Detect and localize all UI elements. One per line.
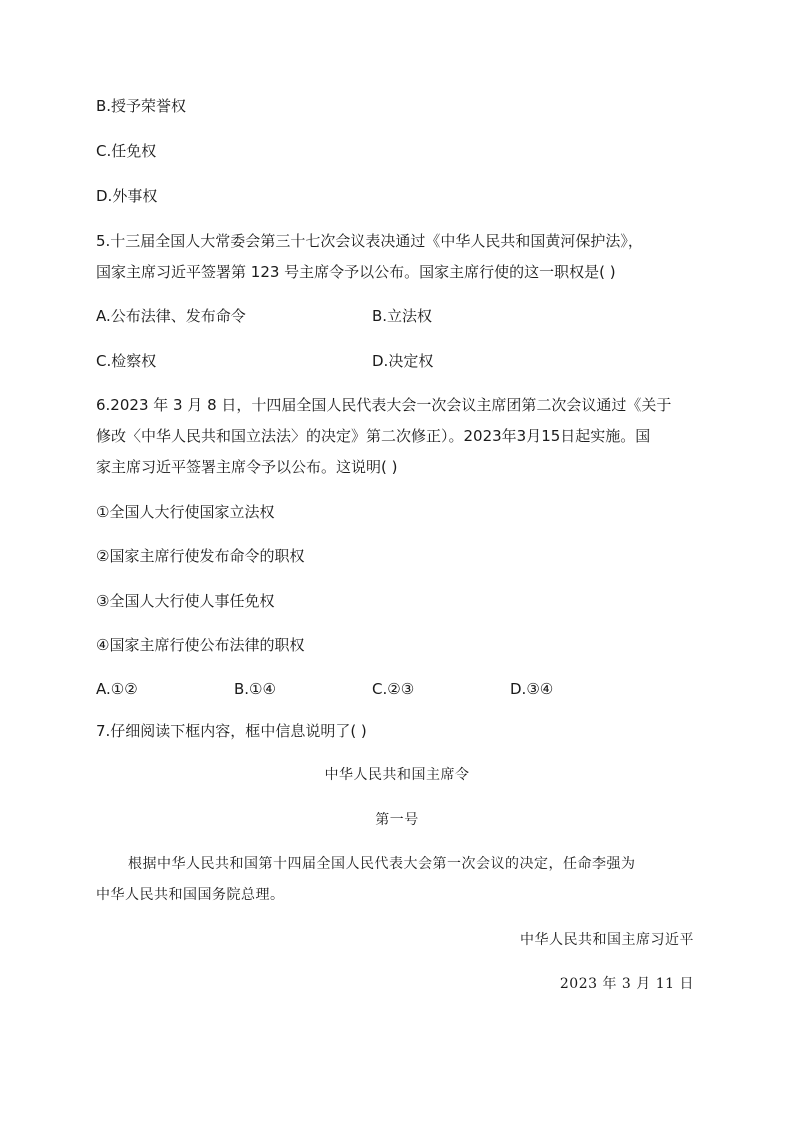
q5-option-d: D.决定权 (372, 352, 434, 370)
q6-option-c: C.②③ (372, 680, 415, 698)
decree-number: 第一号 (375, 812, 419, 828)
q6-item-4: ④国家主席行使公布法律的职权 (96, 636, 305, 654)
q5-option-a: A.公布法律、发布命令 (96, 307, 246, 325)
q6-option-a: A.①② (96, 680, 138, 698)
q6-option-d: D.③④ (510, 680, 554, 698)
decree-body-line-1: 根据中华人民共和国第十四届全国人民代表大会第一次会议的决定，任命李强为 (128, 856, 636, 872)
q6-stem-line-3: 家主席习近平签署主席令予以公布。这说明( ) (96, 458, 398, 476)
q6-stem-line-1: 6.2023 年 3 月 8 日，十四届全国人民代表大会一次会议主席团第二次会议通过《关于 (96, 396, 672, 414)
decree-date: 2023 年 3 月 11 日 (559, 976, 694, 992)
q4-option-b: B.授予荣誉权 (96, 97, 187, 115)
q7-stem: 7.仔细阅读下框内容，框中信息说明了( ) (96, 722, 367, 740)
q5-stem-line-1: 5.十三届全国人大常委会第三十七次会议表决通过《中华人民共和国黄河保护法》， (96, 232, 643, 250)
q6-item-1: ①全国人大行使国家立法权 (96, 503, 275, 521)
decree-signature: 中华人民共和国主席习近平 (520, 932, 694, 948)
q6-item-3: ③全国人大行使人事任免权 (96, 592, 275, 610)
q5-stem-line-2: 国家主席习近平签署第 123 号主席令予以公布。国家主席行使的这一职权是( ) (96, 263, 616, 281)
q6-item-2: ②国家主席行使发布命令的职权 (96, 547, 305, 565)
q5-option-b: B.立法权 (372, 307, 433, 325)
q5-option-c: C.检察权 (96, 352, 157, 370)
q4-option-d: D.外事权 (96, 187, 158, 205)
q4-option-c: C.任免权 (96, 142, 157, 160)
q6-option-b: B.①④ (234, 680, 276, 698)
decree-body-line-2: 中华人民共和国国务院总理。 (96, 887, 285, 903)
decree-title: 中华人民共和国主席令 (324, 767, 470, 783)
q6-stem-line-2: 修改〈中华人民共和国立法法〉的决定》第二次修正）。2023年3月15日起实施。国 (96, 427, 651, 445)
